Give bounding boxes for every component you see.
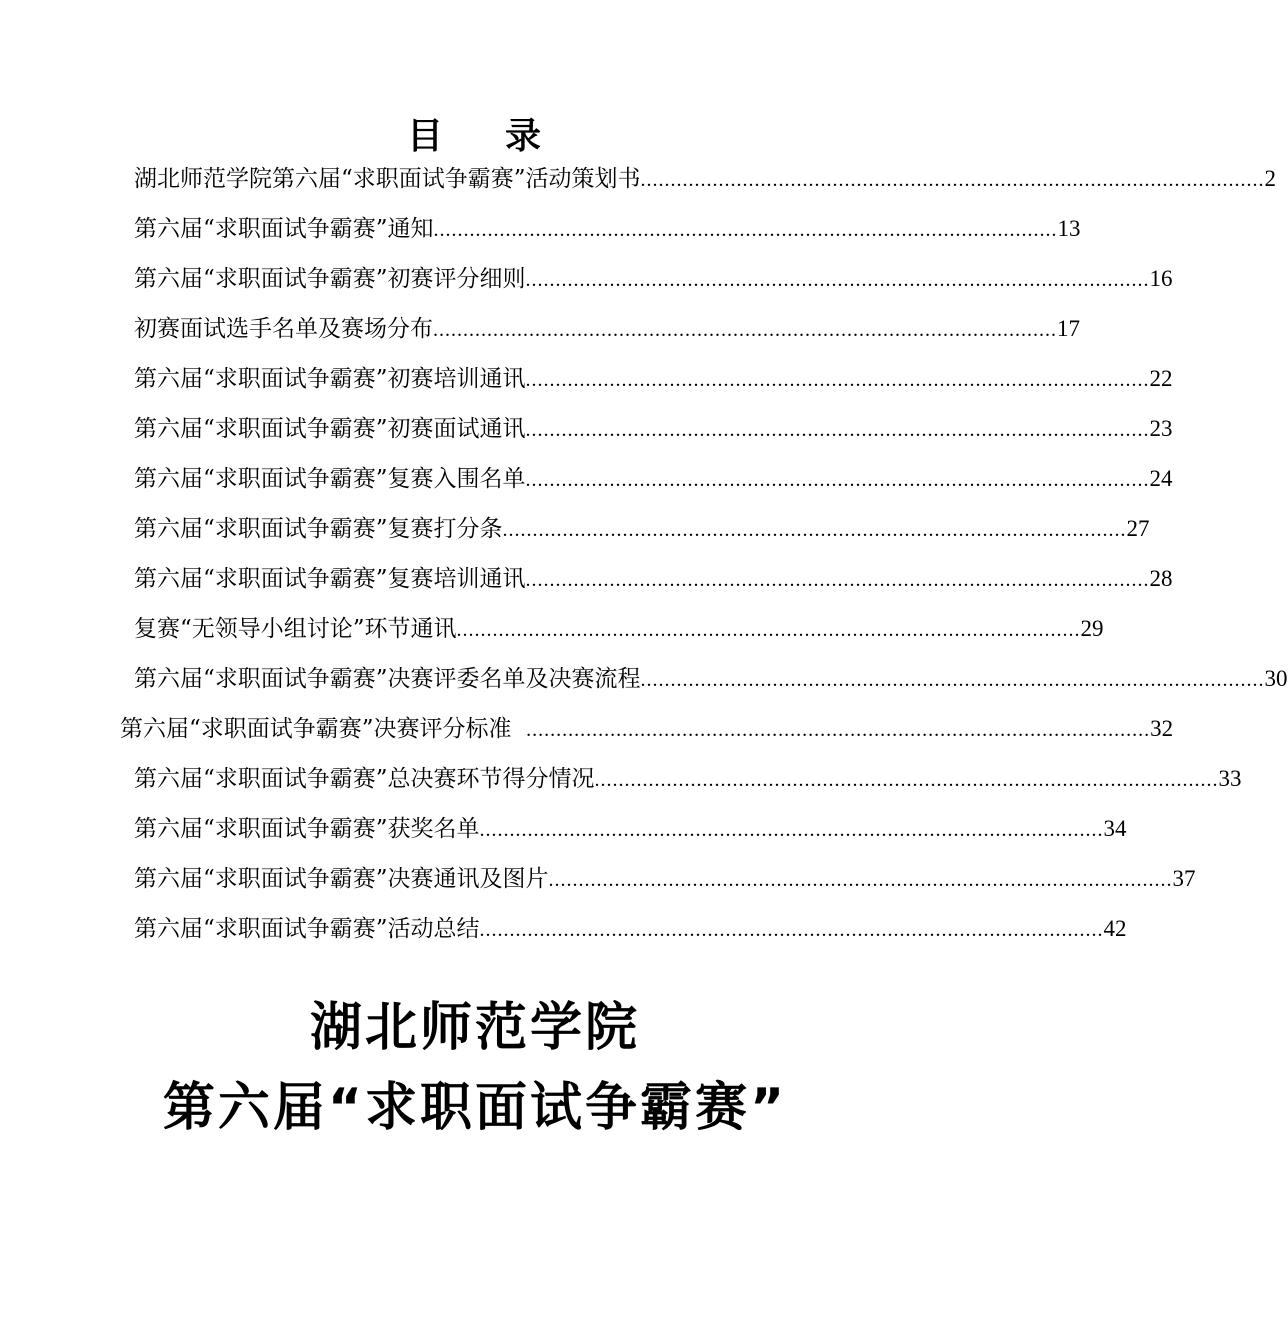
toc-leader-dots: ........................................................................................................ bbox=[525, 469, 1150, 491]
toc-leader-dots: ........................................................................................................ bbox=[526, 719, 1151, 741]
toc-leader-dots: ........................................................................................................ bbox=[525, 569, 1150, 591]
toc-entry-label: 第六届“求职面试争霸赛”初赛培训通讯 bbox=[134, 366, 526, 392]
toc-entry[interactable] bbox=[134, 563, 1173, 595]
toc-leader-dots: ........................................................................................................ bbox=[479, 919, 1104, 941]
toc-entry[interactable] bbox=[134, 213, 1081, 245]
toc-entry[interactable] bbox=[134, 463, 1173, 495]
toc-entry-page: 24 bbox=[1149, 466, 1173, 491]
toc-entry[interactable] bbox=[134, 663, 1288, 695]
toc-title-right: 录 bbox=[505, 115, 544, 157]
toc-entry-page: 23 bbox=[1149, 416, 1173, 441]
toc-leader-dots: ........................................................................................................ bbox=[456, 619, 1081, 641]
toc-entry-label: 第六届“求职面试争霸赛”获奖名单 bbox=[134, 816, 480, 842]
toc-leader-dots: ........................................................................................................ bbox=[525, 419, 1150, 441]
toc-entry-page: 29 bbox=[1080, 616, 1104, 641]
toc-entry-label: 初赛面试选手名单及赛场分布 bbox=[134, 316, 433, 342]
toc-entry-page: 28 bbox=[1149, 566, 1173, 591]
toc-entry-label: 第六届“求职面试争霸赛”初赛面试通讯 bbox=[134, 416, 526, 442]
toc-entry-page: 16 bbox=[1149, 266, 1173, 291]
toc-entry-label: 第六届“求职面试争霸赛”决赛通讯及图片 bbox=[134, 866, 549, 892]
toc-entry[interactable] bbox=[134, 613, 1104, 645]
toc-entry-label: 复赛“无领导小组讨论”环节通讯 bbox=[134, 616, 457, 642]
toc-entry-label: 第六届“求职面试争霸赛”复赛打分条 bbox=[134, 516, 503, 542]
toc-entry-page: 33 bbox=[1218, 766, 1242, 791]
toc-entry-label: 第六届“求职面试争霸赛”决赛评分标准 bbox=[120, 716, 527, 742]
toc-entry-label: 第六届“求职面试争霸赛”决赛评委名单及决赛流程 bbox=[134, 666, 641, 692]
toc-leader-dots: ........................................................................................................ bbox=[433, 319, 1057, 341]
toc-entry-page: 37 bbox=[1172, 866, 1196, 891]
toc-entry-page: 2 bbox=[1264, 166, 1277, 191]
toc-entry[interactable] bbox=[120, 713, 1174, 745]
toc-entry-page: 17 bbox=[1057, 316, 1080, 341]
toc-entry[interactable] bbox=[134, 913, 1127, 945]
toc-entry-label: 第六届“求职面试争霸赛”通知 bbox=[134, 216, 434, 242]
toc-entry-label: 第六届“求职面试争霸赛”复赛入围名单 bbox=[134, 466, 526, 492]
toc-title bbox=[0, 108, 950, 159]
toc-leader-dots: ........................................................................................................ bbox=[433, 219, 1058, 241]
toc-entry-label: 第六届“求职面试争霸赛”总决赛环节得分情况 bbox=[134, 766, 595, 792]
toc-entry-label: 湖北师范学院第六届“求职面试争霸赛”活动策划书 bbox=[134, 166, 641, 192]
toc-entry[interactable] bbox=[134, 313, 1080, 345]
toc-entry-page: 30 bbox=[1264, 666, 1288, 691]
toc-entry-page: 42 bbox=[1103, 916, 1127, 941]
toc-title-left: 目 bbox=[406, 115, 445, 157]
toc-entry[interactable] bbox=[134, 813, 1127, 845]
toc-leader-dots: ........................................................................................................ bbox=[594, 769, 1219, 791]
toc-entry-page: 27 bbox=[1126, 516, 1150, 541]
toc-entry-label: 第六届“求职面试争霸赛”初赛评分细则 bbox=[134, 266, 526, 292]
toc-entry-page: 22 bbox=[1149, 366, 1173, 391]
toc-entry[interactable] bbox=[134, 763, 1242, 795]
document-heading-institution: 湖北师范学院 bbox=[309, 998, 640, 1058]
toc-entry[interactable] bbox=[134, 163, 1277, 195]
toc-leader-dots: ........................................................................................................ bbox=[479, 819, 1104, 841]
toc-entry-label: 第六届“求职面试争霸赛”活动总结 bbox=[134, 916, 480, 942]
toc-leader-dots: ........................................................................................................ bbox=[548, 869, 1173, 891]
toc-entry[interactable] bbox=[134, 863, 1196, 895]
toc-entry[interactable] bbox=[134, 513, 1150, 545]
toc-entry[interactable] bbox=[134, 363, 1173, 395]
toc-leader-dots: ........................................................................................................ bbox=[640, 669, 1265, 691]
toc-leader-dots: ........................................................................................................ bbox=[525, 369, 1150, 391]
toc-leader-dots: ........................................................................................................ bbox=[640, 169, 1265, 191]
toc-entry[interactable] bbox=[134, 263, 1173, 295]
toc-entry[interactable] bbox=[134, 413, 1173, 445]
toc-leader-dots: ........................................................................................................ bbox=[502, 519, 1127, 541]
toc-entry-page: 34 bbox=[1103, 816, 1127, 841]
toc-leader-dots: ........................................................................................................ bbox=[525, 269, 1150, 291]
toc-entry-page: 13 bbox=[1057, 216, 1081, 241]
document-heading-event: 第六届“求职面试争霸赛” bbox=[162, 1078, 788, 1138]
toc-entry-label: 第六届“求职面试争霸赛”复赛培训通讯 bbox=[134, 566, 526, 592]
toc-entry-page: 32 bbox=[1150, 716, 1174, 741]
